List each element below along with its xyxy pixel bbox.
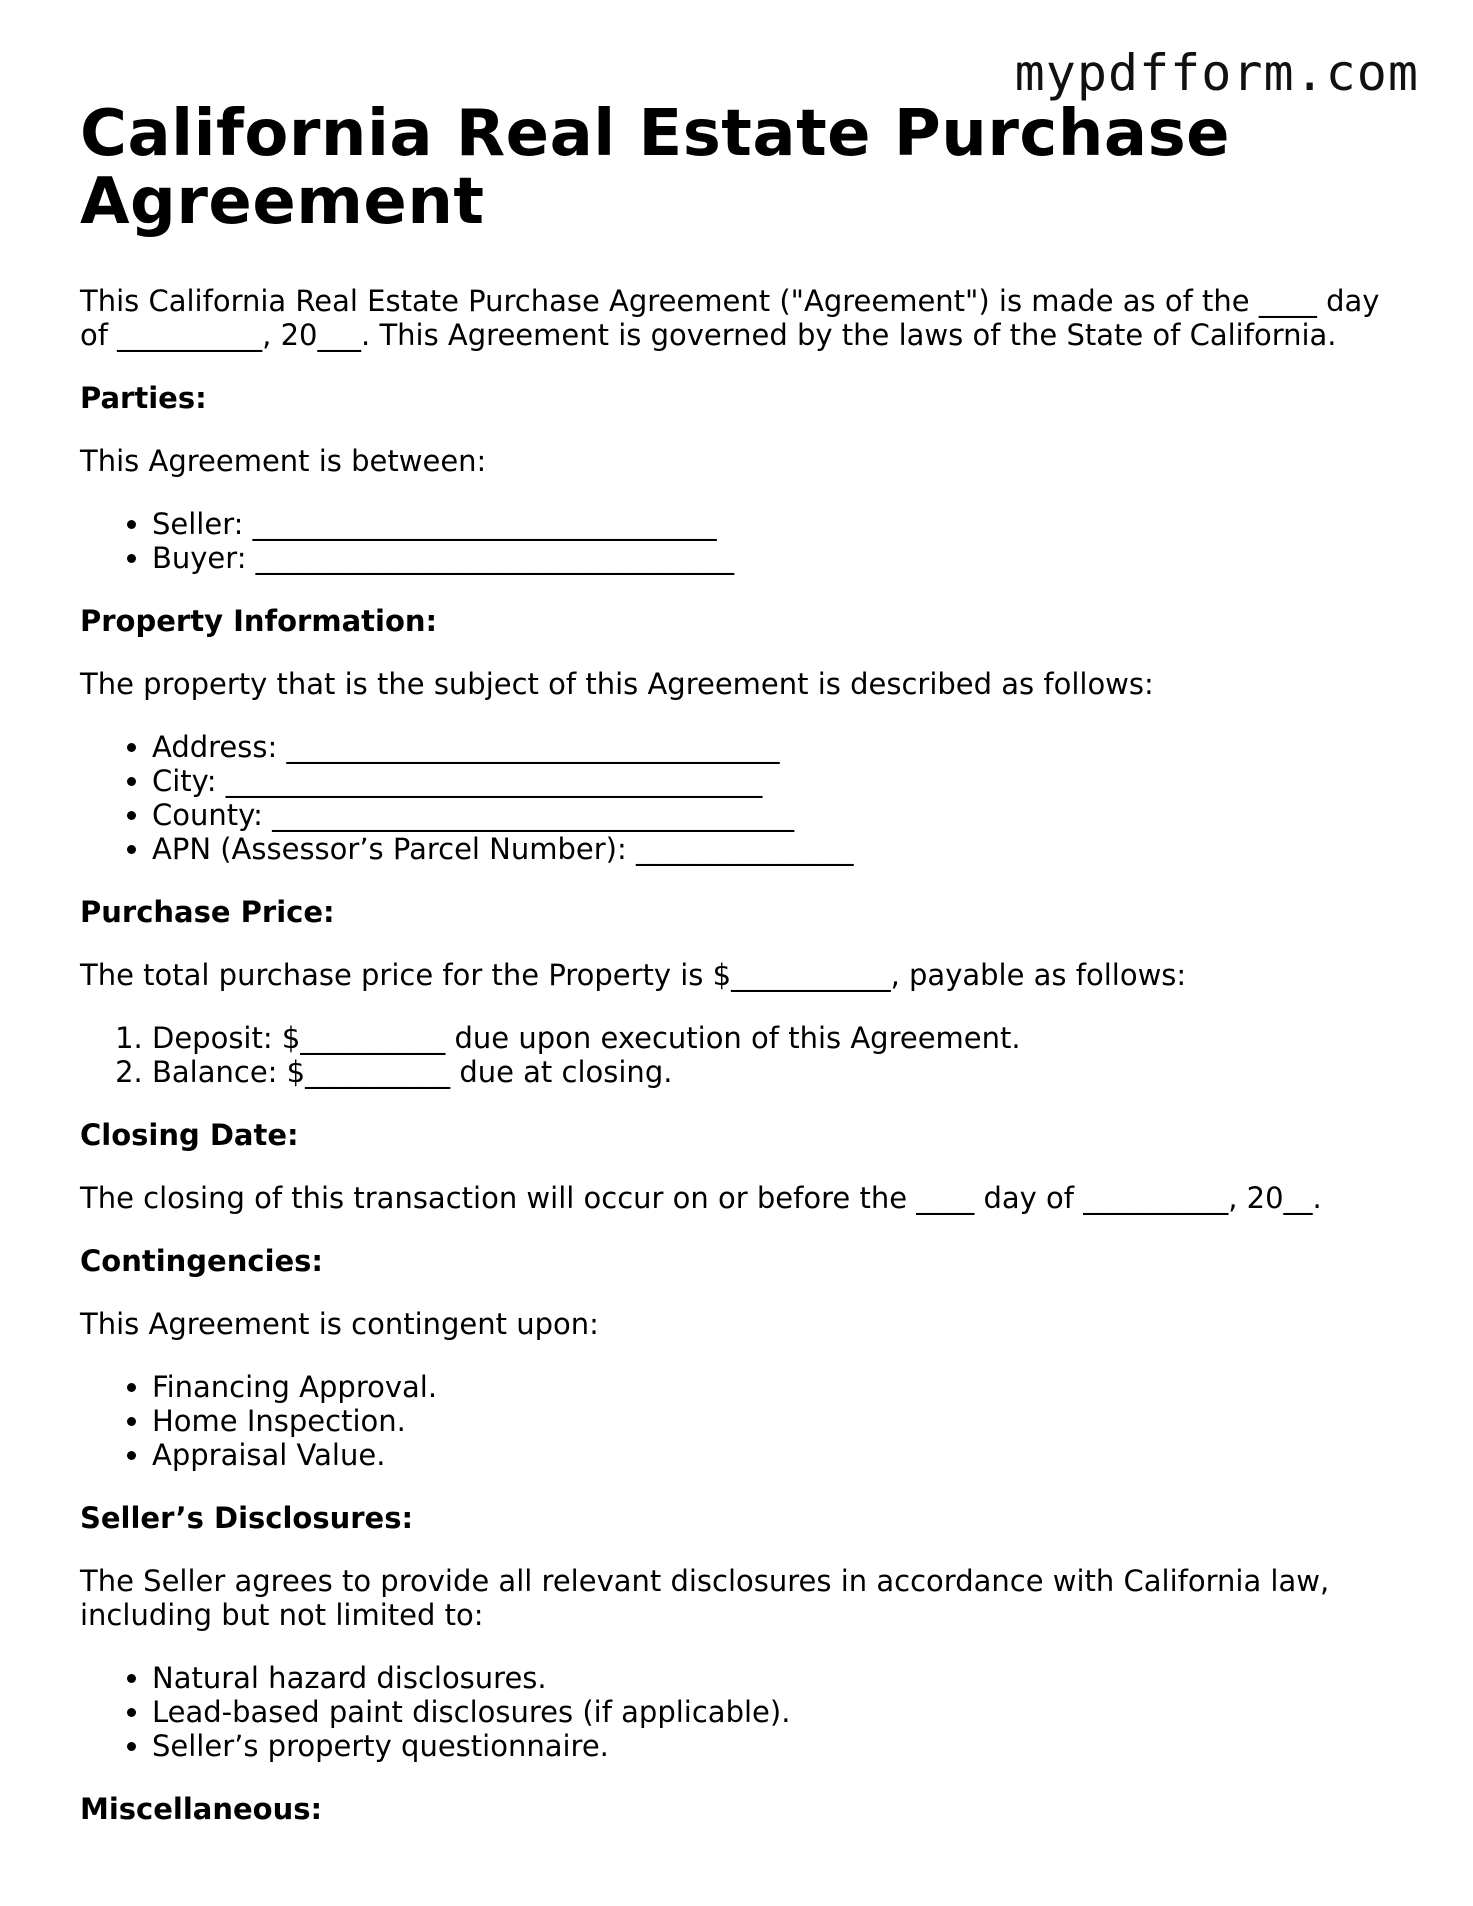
contingency-item: • Financing Approval.: [152, 1370, 1400, 1404]
intro-paragraph: This California Real Estate Purchase Agreement ("Agreement") is made as of the ____ day of __________, 20___. This Agreement is governed by the laws of the State of California.: [80, 284, 1380, 352]
document-title: California Real Estate Purchase Agreement: [80, 97, 1231, 239]
property-item-address: • Address: __________________________________: [152, 730, 1400, 764]
price-item-balance: 2. Balance: $__________ due at closing.: [152, 1055, 1400, 1089]
property-item-county: • County: ____________________________________: [152, 798, 1400, 832]
price-text: The total purchase price for the Property is $___________, payable as follows:: [80, 958, 1187, 992]
parties-list: [80, 507, 1400, 575]
property-item-city: • City: _____________________________________: [152, 764, 1400, 798]
property-text: The property that is the subject of this Agreement is described as follows:: [80, 667, 1154, 701]
price-heading: Purchase Price:: [80, 895, 335, 929]
contingencies-heading: Contingencies:: [80, 1244, 324, 1278]
closing-heading: Closing Date:: [80, 1118, 299, 1152]
disclosure-item: • Natural hazard disclosures.: [152, 1661, 1400, 1695]
parties-item-seller: • Seller: ________________________________: [152, 507, 1400, 541]
disclosures-list: [80, 1661, 1400, 1763]
contingencies-list: [80, 1370, 1400, 1472]
parties-heading: Parties:: [80, 381, 207, 415]
misc-heading: Miscellaneous:: [80, 1792, 323, 1826]
price-list: [80, 1021, 1400, 1089]
document-page: [80, 97, 1400, 1826]
parties-item-buyer: • Buyer: _________________________________: [152, 541, 1400, 575]
price-item-deposit: 1. Deposit: $__________ due upon execution of this Agreement.: [152, 1021, 1400, 1055]
contingency-item: • Home Inspection.: [152, 1404, 1400, 1438]
disclosure-item: • Seller’s property questionnaire.: [152, 1729, 1400, 1763]
disclosures-text: The Seller agrees to provide all relevant disclosures in accordance with California law, including but not limited to:: [80, 1564, 1330, 1632]
property-heading: Property Information:: [80, 604, 438, 638]
property-list: [80, 730, 1400, 866]
contingencies-text: This Agreement is contingent upon:: [80, 1307, 599, 1341]
closing-text: The closing of this transaction will occur on or before the ____ day of __________, 20__.: [80, 1181, 1322, 1215]
contingency-item: • Appraisal Value.: [152, 1438, 1400, 1472]
disclosures-heading: Seller’s Disclosures:: [80, 1501, 414, 1535]
property-item-apn: • APN (Assessor’s Parcel Number): _______________: [152, 832, 1400, 866]
disclosure-item: • Lead-based paint disclosures (if applicable).: [152, 1695, 1400, 1729]
parties-text: This Agreement is between:: [80, 444, 487, 478]
watermark: mypdfform.com: [1014, 44, 1419, 102]
